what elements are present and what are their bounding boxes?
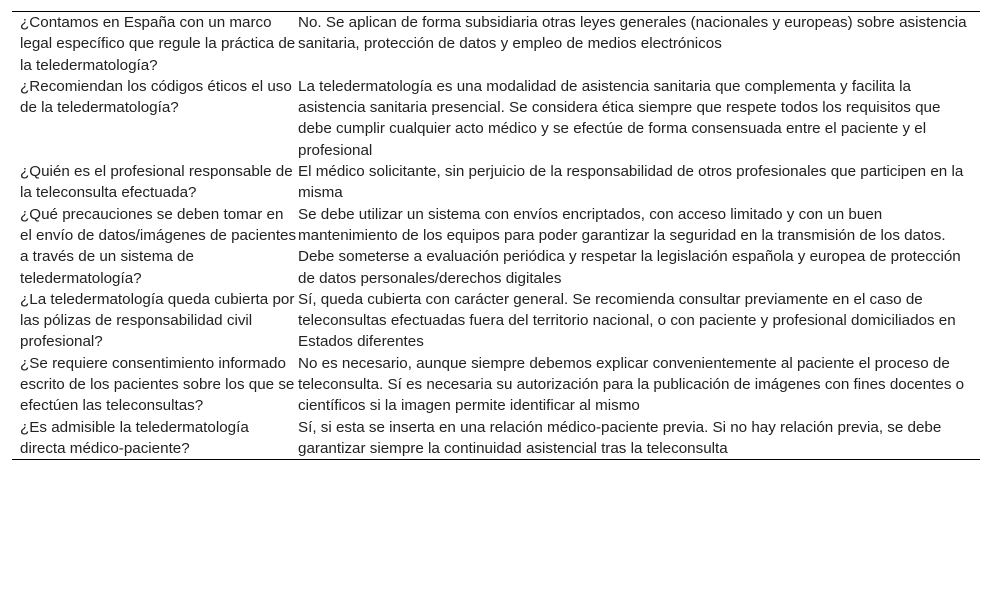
answer-text: La teledermatología es una modalidad de asistencia sanitaria que complementa y facilita la asistencia sanitaria presencial. Se considera ética siempre que respete todos los requisitos que debe cumplir cualquier acto médico y se efectúe de forma consensuada entre el paciente y el profesional	[298, 77, 941, 159]
answer-text: No. Se aplican de forma subsidiaria otras leyes generales (nacionales y europeas) sobre asistencia sanitaria, protección de datos y empleo de medios electrónicos	[298, 14, 967, 53]
table-row	[12, 12, 980, 76]
question-cell	[12, 204, 298, 289]
answer-cell	[298, 76, 980, 161]
answer-cell	[298, 417, 980, 460]
question-text: ¿Es admisible la teledermatología directa médico-paciente?	[20, 418, 249, 457]
answer-cell	[298, 204, 980, 289]
faq-table-body	[12, 12, 980, 460]
faq-table	[12, 11, 980, 460]
table-row	[12, 289, 980, 353]
question-cell	[12, 161, 298, 204]
answer-text: Se debe utilizar un sistema con envíos encriptados, con acceso limitado y con un buen mantenimiento de los equipos para poder garantizar la seguridad en la transmisión de los datos. Debe someterse a evaluación periódica y respetar la legislación española y europea de protección de datos personales/derechos digitales	[298, 205, 961, 287]
question-cell	[12, 417, 298, 460]
answer-text: No es necesario, aunque siempre debemos explicar convenientemente al paciente el proceso de teleconsulta. Sí es necesaria su autorización para la publicación de imágenes con fines docentes o científicos si la imagen permite identificar al mismo	[298, 354, 965, 415]
table-row	[12, 161, 980, 204]
table-row	[12, 353, 980, 417]
question-cell	[12, 289, 298, 353]
answer-text: Sí, queda cubierta con carácter general. Se recomienda consultar previamente en el caso de teleconsultas efectuadas fuera del territorio nacional, o con paciente y profesional domiciliados en Estados diferentes	[298, 290, 956, 351]
answer-text: Sí, si esta se inserta en una relación médico-paciente previa. Si no hay relación previa, se debe garantizar siempre la continuidad asistencial tras la teleconsulta	[298, 418, 942, 457]
question-text: ¿Se requiere consentimiento informado escrito de los pacientes sobre los que se efectúen las teleconsultas?	[20, 354, 295, 415]
table-row	[12, 76, 980, 161]
answer-cell	[298, 12, 980, 76]
answer-cell	[298, 289, 980, 353]
answer-text: El médico solicitante, sin perjuicio de la responsabilidad de otros profesionales que participen en la misma	[298, 163, 964, 202]
answer-cell	[298, 161, 980, 204]
question-text: ¿Qué precauciones se deben tomar en el envío de datos/imágenes de pacientes a través de un sistema de teledermatología?	[20, 205, 297, 287]
question-cell	[12, 12, 298, 76]
table-row	[12, 204, 980, 289]
question-text: ¿Recomiendan los códigos éticos el uso de la teledermatología?	[20, 77, 292, 117]
question-text: ¿Contamos en España con un marco legal específico que regule la práctica de la teledermatología?	[20, 14, 296, 74]
question-text: ¿Quién es el profesional responsable de la teleconsulta efectuada?	[20, 163, 293, 202]
answer-cell	[298, 353, 980, 417]
table-row	[12, 417, 980, 460]
question-cell	[12, 353, 298, 417]
question-cell	[12, 76, 298, 161]
question-text: ¿La teledermatología queda cubierta por las pólizas de responsabilidad civil profesional?	[20, 290, 295, 351]
